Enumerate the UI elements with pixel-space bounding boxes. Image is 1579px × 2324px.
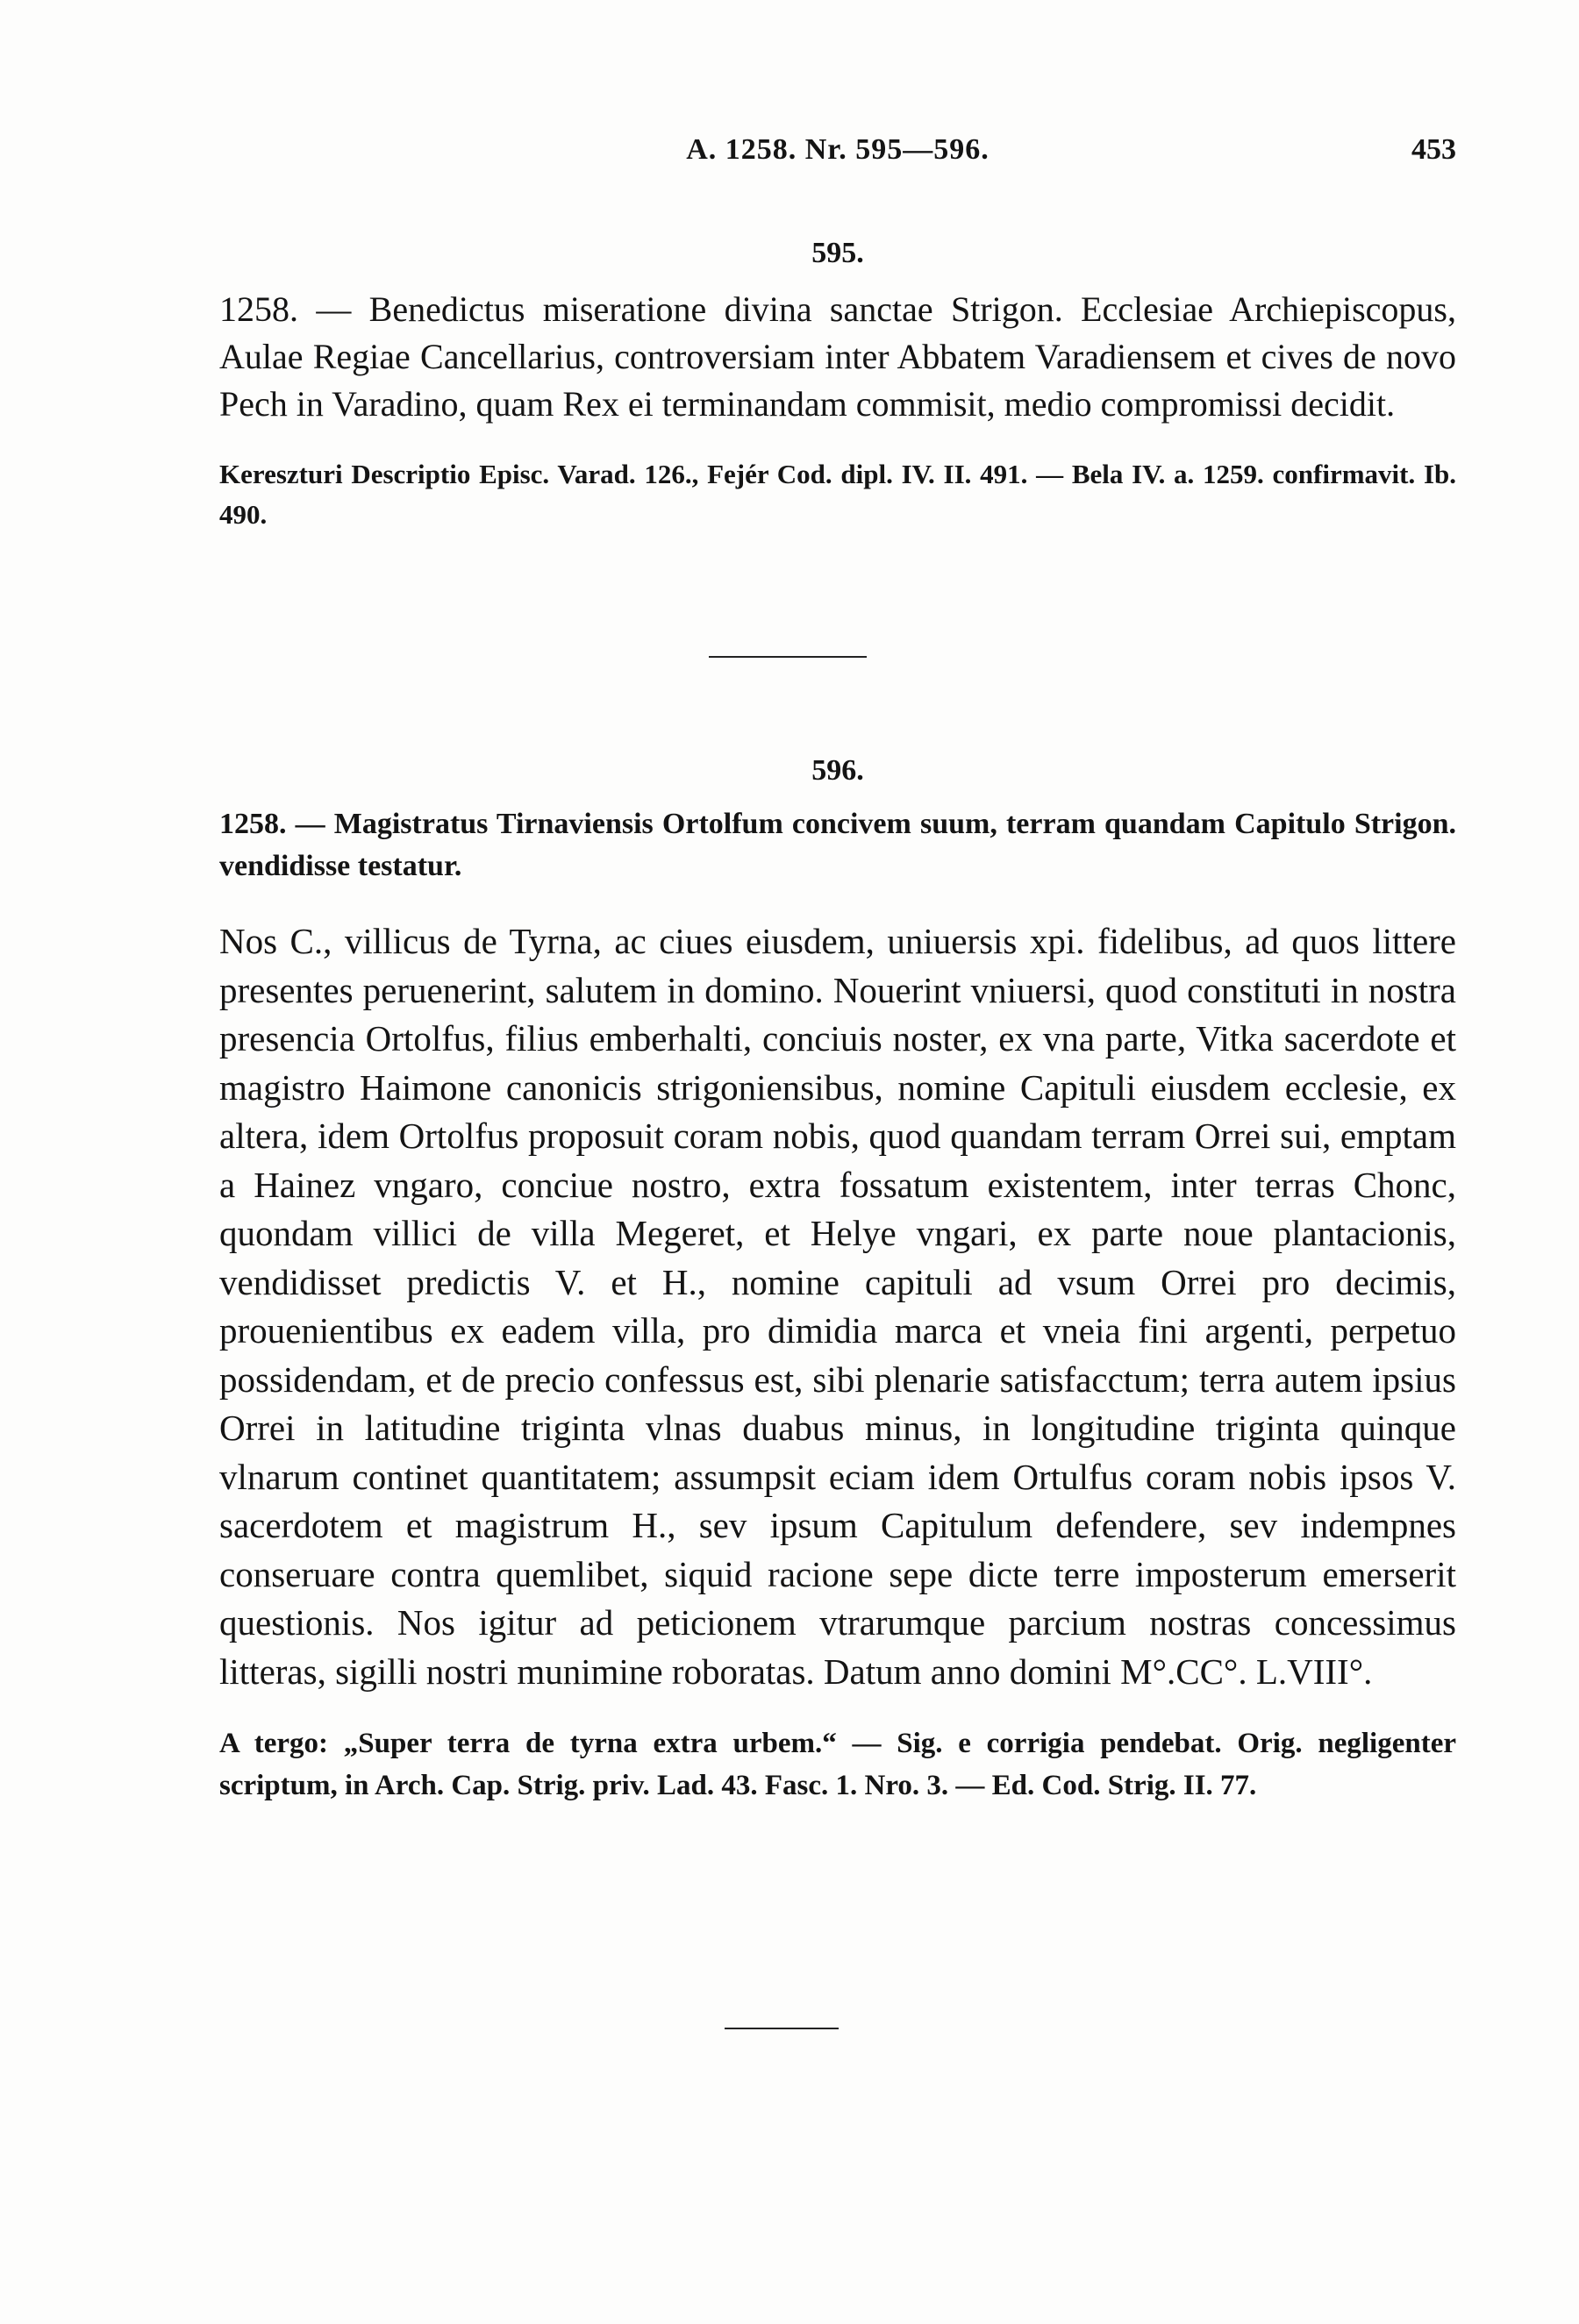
charter-summary: 1258. — Magistratus Tirnaviensis Ortolfum concivem suum, terram quandam Capitulo Strigon. vendidisse testatur.: [219, 808, 1456, 882]
charter-number: 596.: [811, 754, 864, 787]
running-title: A. 1258. Nr. 595—596.: [686, 133, 990, 166]
page-header: [219, 133, 1456, 177]
page-number: 453: [1411, 133, 1456, 166]
charter-596: [219, 754, 1456, 1807]
charter-595: [219, 237, 1456, 535]
section-divider: [709, 656, 867, 658]
end-rule: [725, 2028, 839, 2029]
charter-summary: 1258. — Benedictus miseratione divina sanctae Strigon. Ecclesiae Archiepiscopus, Aulae Regiae Cancellarius, controversiam inter Abbatem Varadiensem et cives de novo Pech in Varadino, quam Rex ei terminandam commisit, medio compromissi decidit.: [219, 289, 1456, 424]
source-note: Kereszturi Descriptio Episc. Varad. 126., Fejér Cod. dipl. IV. II. 491. — Bela IV. a. 1259. confirmavit. Ib. 490.: [219, 459, 1456, 530]
charter-text: Nos C., villicus de Tyrna, ac ciues eiusdem, uniuersis xpi. fidelibus, ad quos littere presentes peruenerint, salutem in domino. Nouerint vniuersi, quod constituti in nostra presencia Ortolfus, filius emberhalti, conciuis noster, ex vna parte, Vitka sacerdote et magistro Haimone canonicis strigoniensibus, nomine Capituli eiusdem ecclesie, ex altera, idem Ortolfus proposuit coram nobis, quod quandam terram Orrei sui, emptam a Hainez vngaro, conciue nostro, extra fossatum existentem, inter terras Chonc, quondam villici de villa Megeret, et Helye vngari, ex parte noue plantacionis, vendidisset predictis V. et H., nomine capituli ad vsum Orrei pro decimis, prouenientibus ex eadem villa, pro dimidia marca et vneia fini argenti, perpetuo possidendam, et de precio confessus est, sibi plenarie satisfacctum; terra autem ipsius Orrei in latitudine triginta vlnas duabus minus, in longitudine triginta quinque vlnarum continet quantitatem; assumpsit eciam idem Ortulfus coram nobis ipsos V. sacerdotem et magistrum H., sev ipsum Capitulum defendere, sev indempnes conseruare contra quemlibet, siquid racione sepe dicte terre imposterum emerserit questionis. Nos igitur ad peticionem vtrarumque parcium nostras concessimus litteras, sigilli nostri munimine roboratas. Datum anno domini M°.CC°. L.VIII°.: [219, 921, 1456, 1692]
dorsal-note: A tergo: „Super terra de tyrna extra urbem.“ — Sig. e corrigia pendebat. Orig. negligenter scriptum, in Arch. Cap. Strig. priv. Lad. 43. Fasc. 1. Nro. 3. — Ed. Cod. Strig. II. 77.: [219, 1728, 1456, 1801]
charter-number: 595.: [811, 237, 864, 269]
